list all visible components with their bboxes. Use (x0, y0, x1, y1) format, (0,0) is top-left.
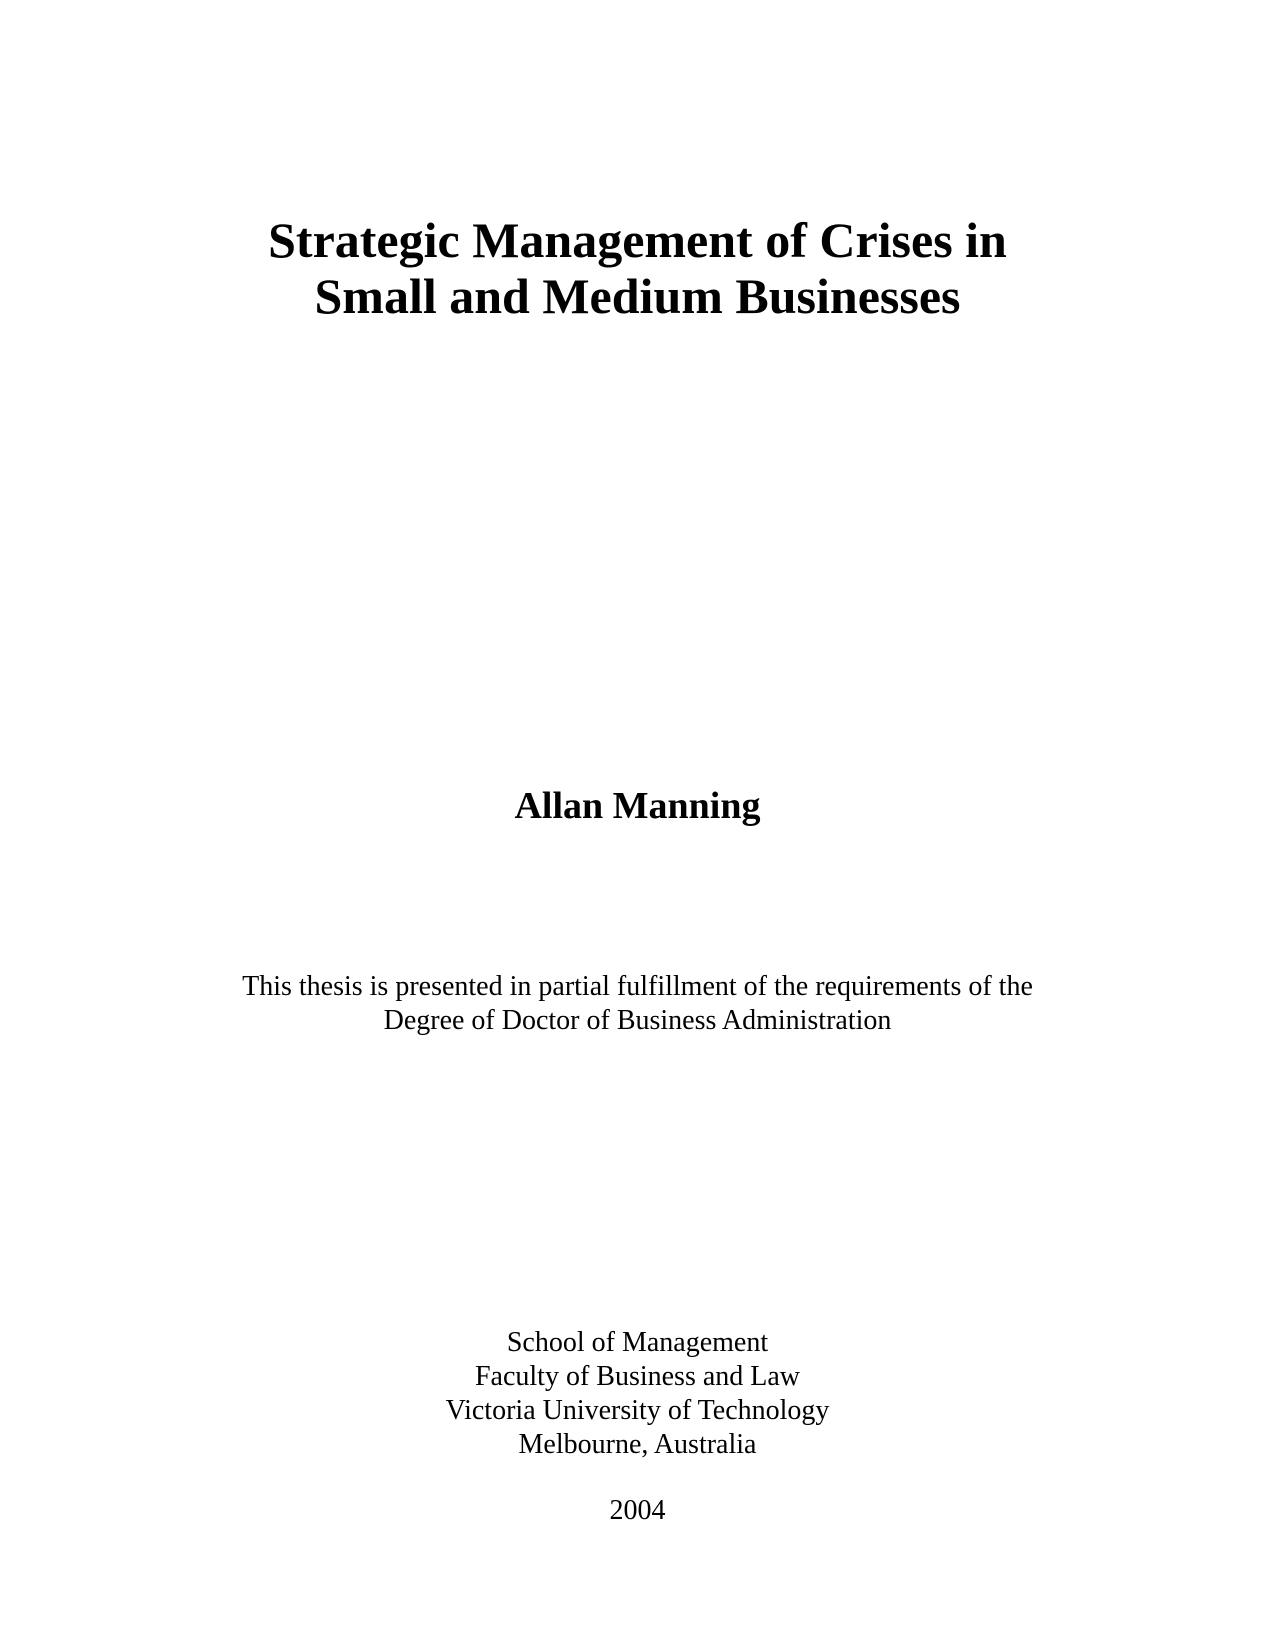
thesis-title (0, 212, 1275, 324)
degree-statement (0, 970, 1275, 1038)
thesis-title-line-2: Small and Medium Businesses (314, 268, 961, 324)
school-name: School of Management (506, 1327, 769, 1358)
author-name: Allan Manning (514, 785, 761, 827)
institution-block (0, 1326, 1275, 1462)
location: Melbourne, Australia (518, 1429, 757, 1460)
year: 2004 (609, 1495, 666, 1526)
university-name: Victoria University of Technology (445, 1395, 830, 1426)
degree-statement-line-1: This thesis is presented in partial fulfillment of the requirements of the (242, 971, 1033, 1002)
thesis-title-line-1: Strategic Management of Crises in (268, 212, 1007, 268)
degree-statement-line-2: Degree of Doctor of Business Administration (383, 1005, 892, 1036)
faculty-name: Faculty of Business and Law (474, 1361, 801, 1392)
